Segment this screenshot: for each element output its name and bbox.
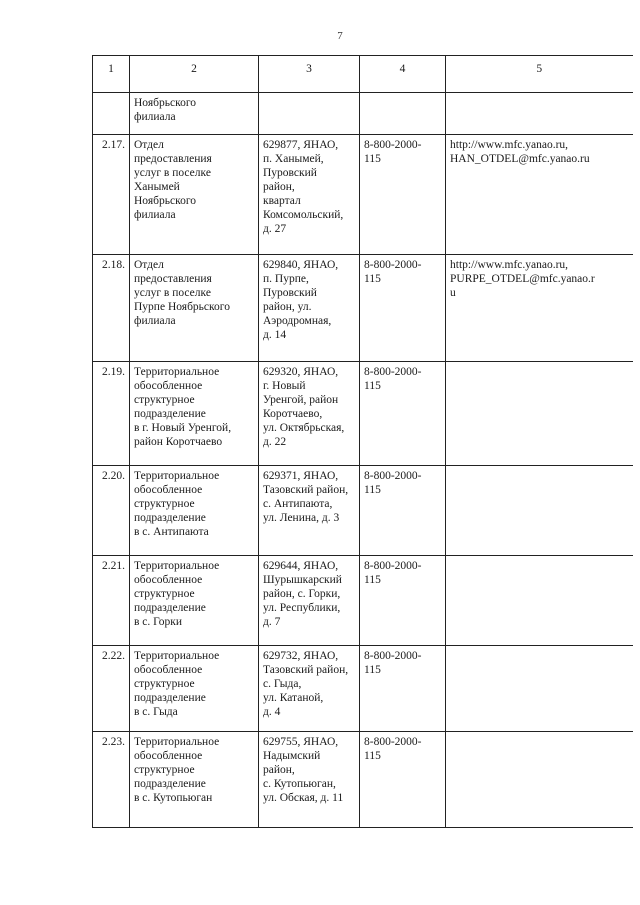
institution-address-line: Надымский (263, 750, 321, 762)
institution-name-line: Отдел (134, 259, 164, 271)
table-row (93, 646, 633, 732)
institution-name-line: Ноябрьского (134, 195, 197, 207)
row-number: 2.17. (93, 135, 130, 255)
table-row (93, 556, 633, 646)
institution-address-line: Шурышкарский (263, 574, 342, 586)
institution-phone (360, 646, 446, 732)
institution-contacts (446, 255, 633, 362)
table-row (93, 93, 633, 135)
institution-address-line: 629840, ЯНАО, (263, 259, 339, 271)
institution-name-line: структурное (134, 588, 195, 600)
institutions-table (92, 55, 633, 828)
table-body (93, 93, 633, 828)
institution-phone (360, 362, 446, 466)
institution-contacts-line: http://www.mfc.yanao.ru, (450, 259, 569, 271)
institution-phone (360, 732, 446, 828)
institution-contacts (446, 732, 633, 828)
institution-address-line: Уренгой, район (263, 394, 339, 406)
institution-phone (360, 466, 446, 556)
institution-address-line: Аэродромная, (263, 315, 332, 327)
institution-phone (360, 255, 446, 362)
institution-contacts-line: PURPE_OTDEL@mfc.yanao.r (450, 273, 595, 285)
institution-name (130, 362, 259, 466)
institution-name-line: в г. Новый Уренгой, (134, 422, 232, 434)
header-col-1: 1 (93, 56, 130, 93)
institution-contacts (446, 466, 633, 556)
institution-contacts (446, 556, 633, 646)
institution-name-line: Территориальное (134, 366, 220, 378)
institution-name (130, 135, 259, 255)
institution-address-line: Пуровский (263, 167, 317, 179)
institution-address (259, 556, 360, 646)
table-row (93, 135, 633, 255)
institution-name-line: предоставления (134, 273, 212, 285)
institution-contacts (446, 362, 633, 466)
institution-name-line: услуг в поселке (134, 167, 211, 179)
institution-address-line: район, с. Горки, (263, 588, 341, 600)
institution-phone-line: 8-800-2000- (364, 470, 422, 482)
row-number: 2.19. (93, 362, 130, 466)
institution-name-line: услуг в поселке (134, 287, 211, 299)
institution-address-line: Коротчаево, (263, 408, 323, 420)
institution-phone-line: 8-800-2000- (364, 560, 422, 572)
institution-address (259, 135, 360, 255)
row-number: 2.22. (93, 646, 130, 732)
institution-phone-line: 115 (364, 750, 381, 762)
institution-address-line: район, (263, 764, 295, 776)
institution-address-line: Пуровский (263, 287, 317, 299)
header-col-5: 5 (446, 56, 633, 93)
institution-name-line: Территориальное (134, 470, 220, 482)
institution-phone-line: 8-800-2000- (364, 736, 422, 748)
institution-contacts-line: HAN_OTDEL@mfc.yanao.ru (450, 153, 590, 165)
institution-address-line: п. Ханымей, (263, 153, 324, 165)
row-number: 2.23. (93, 732, 130, 828)
table-row (93, 732, 633, 828)
institution-phone-line: 115 (364, 484, 381, 496)
institution-contacts-line: http://www.mfc.yanao.ru, (450, 139, 569, 151)
table-row (93, 255, 633, 362)
institution-phone-line: 8-800-2000- (364, 366, 422, 378)
institution-name-line: Отдел (134, 139, 164, 151)
institution-phone-line: 8-800-2000- (364, 139, 422, 151)
institution-address-line: ул. Октябрьская, (263, 422, 345, 434)
institution-name-line: предоставления (134, 153, 212, 165)
institution-name-line: подразделение (134, 408, 206, 420)
institution-name-line: филиала (134, 111, 176, 123)
institution-address-line: с. Гыда, (263, 678, 302, 690)
institution-name-line: структурное (134, 394, 195, 406)
institution-contacts (446, 93, 633, 135)
institution-name-line: в с. Кутопьюган (134, 792, 213, 804)
institution-name (130, 255, 259, 362)
institution-name (130, 646, 259, 732)
institution-address-line: с. Кутопьюган, (263, 778, 336, 790)
institution-address (259, 93, 360, 135)
institution-name-line: подразделение (134, 602, 206, 614)
institution-contacts (446, 646, 633, 732)
institution-address (259, 255, 360, 362)
institution-phone-line: 8-800-2000- (364, 650, 422, 662)
institution-address-line: 629755, ЯНАО, (263, 736, 339, 748)
institution-name-line: в с. Горки (134, 616, 183, 628)
institution-address-line: д. 27 (263, 223, 287, 235)
row-number (93, 93, 130, 135)
institution-phone (360, 135, 446, 255)
institution-phone-line: 115 (364, 380, 381, 392)
institution-phone-line: 115 (364, 574, 381, 586)
institution-address-line: 629877, ЯНАО, (263, 139, 339, 151)
institution-name-line: в с. Гыда (134, 706, 178, 718)
institution-name-line: обособленное (134, 380, 203, 392)
institution-address-line: ул. Обская, д. 11 (263, 792, 344, 804)
institution-name-line: обособленное (134, 484, 203, 496)
institution-name-line: структурное (134, 498, 195, 510)
institution-address (259, 466, 360, 556)
institution-address-line: д. 14 (263, 329, 287, 341)
institution-address-line: 629371, ЯНАО, (263, 470, 339, 482)
header-col-2: 2 (130, 56, 259, 93)
institution-address-line: 629320, ЯНАО, (263, 366, 339, 378)
institution-address (259, 646, 360, 732)
institution-phone-line: 115 (364, 273, 381, 285)
institution-name-line: подразделение (134, 778, 206, 790)
institution-address-line: ул. Республики, (263, 602, 341, 614)
institution-address-line: квартал (263, 195, 301, 207)
institution-address-line: с. Антипаюта, (263, 498, 333, 510)
institution-address-line: Тазовский район, (263, 664, 349, 676)
institution-name (130, 732, 259, 828)
institution-name-line: Территориальное (134, 650, 220, 662)
institution-address-line: д. 4 (263, 706, 281, 718)
institution-phone-line: 8-800-2000- (364, 259, 422, 271)
institution-name-line: структурное (134, 764, 195, 776)
institution-name (130, 466, 259, 556)
row-number: 2.20. (93, 466, 130, 556)
institution-name-line: подразделение (134, 512, 206, 524)
row-number: 2.21. (93, 556, 130, 646)
institution-address (259, 732, 360, 828)
institution-address-line: 629644, ЯНАО, (263, 560, 339, 572)
institution-address-line: район, (263, 181, 295, 193)
institution-address-line: Комсомольский, (263, 209, 344, 221)
institution-name-line: обособленное (134, 574, 203, 586)
institution-phone (360, 556, 446, 646)
institution-address-line: п. Пурпе, (263, 273, 309, 285)
institution-name-line: филиала (134, 209, 176, 221)
institution-address-line: д. 7 (263, 616, 281, 628)
institution-name-line: район Коротчаево (134, 436, 223, 448)
institution-name-line: Пурпе Ноябрьского (134, 301, 230, 313)
institution-name-line: структурное (134, 678, 195, 690)
institution-address-line: ул. Катаной, (263, 692, 324, 704)
institution-name-line: Территориальное (134, 736, 220, 748)
institution-name-line: филиала (134, 315, 176, 327)
institution-name-line: Ханымей (134, 181, 180, 193)
institution-name-line: Ноябрьского (134, 97, 197, 109)
institution-phone (360, 93, 446, 135)
institution-name (130, 556, 259, 646)
institution-name-line: подразделение (134, 692, 206, 704)
institution-contacts-line: u (450, 287, 456, 299)
institution-name-line: Территориальное (134, 560, 220, 572)
institution-name-line: обособленное (134, 750, 203, 762)
institution-name-line: в с. Антипаюта (134, 526, 209, 538)
table-header-row (93, 56, 633, 93)
row-number: 2.18. (93, 255, 130, 362)
institution-address-line: Тазовский район, (263, 484, 349, 496)
institution-contacts (446, 135, 633, 255)
table-row (93, 466, 633, 556)
table-row (93, 362, 633, 466)
header-col-3: 3 (259, 56, 360, 93)
institution-name-line: обособленное (134, 664, 203, 676)
institution-address-line: район, ул. (263, 301, 312, 313)
institution-phone-line: 115 (364, 153, 381, 165)
header-col-4: 4 (360, 56, 446, 93)
institution-address (259, 362, 360, 466)
institution-address-line: г. Новый (263, 380, 306, 392)
institution-address-line: 629732, ЯНАО, (263, 650, 339, 662)
institution-phone-line: 115 (364, 664, 381, 676)
page-number: 7 (337, 30, 343, 42)
institution-address-line: ул. Ленина, д. 3 (263, 512, 340, 524)
institution-address-line: д. 22 (263, 436, 287, 448)
institution-name (130, 93, 259, 135)
